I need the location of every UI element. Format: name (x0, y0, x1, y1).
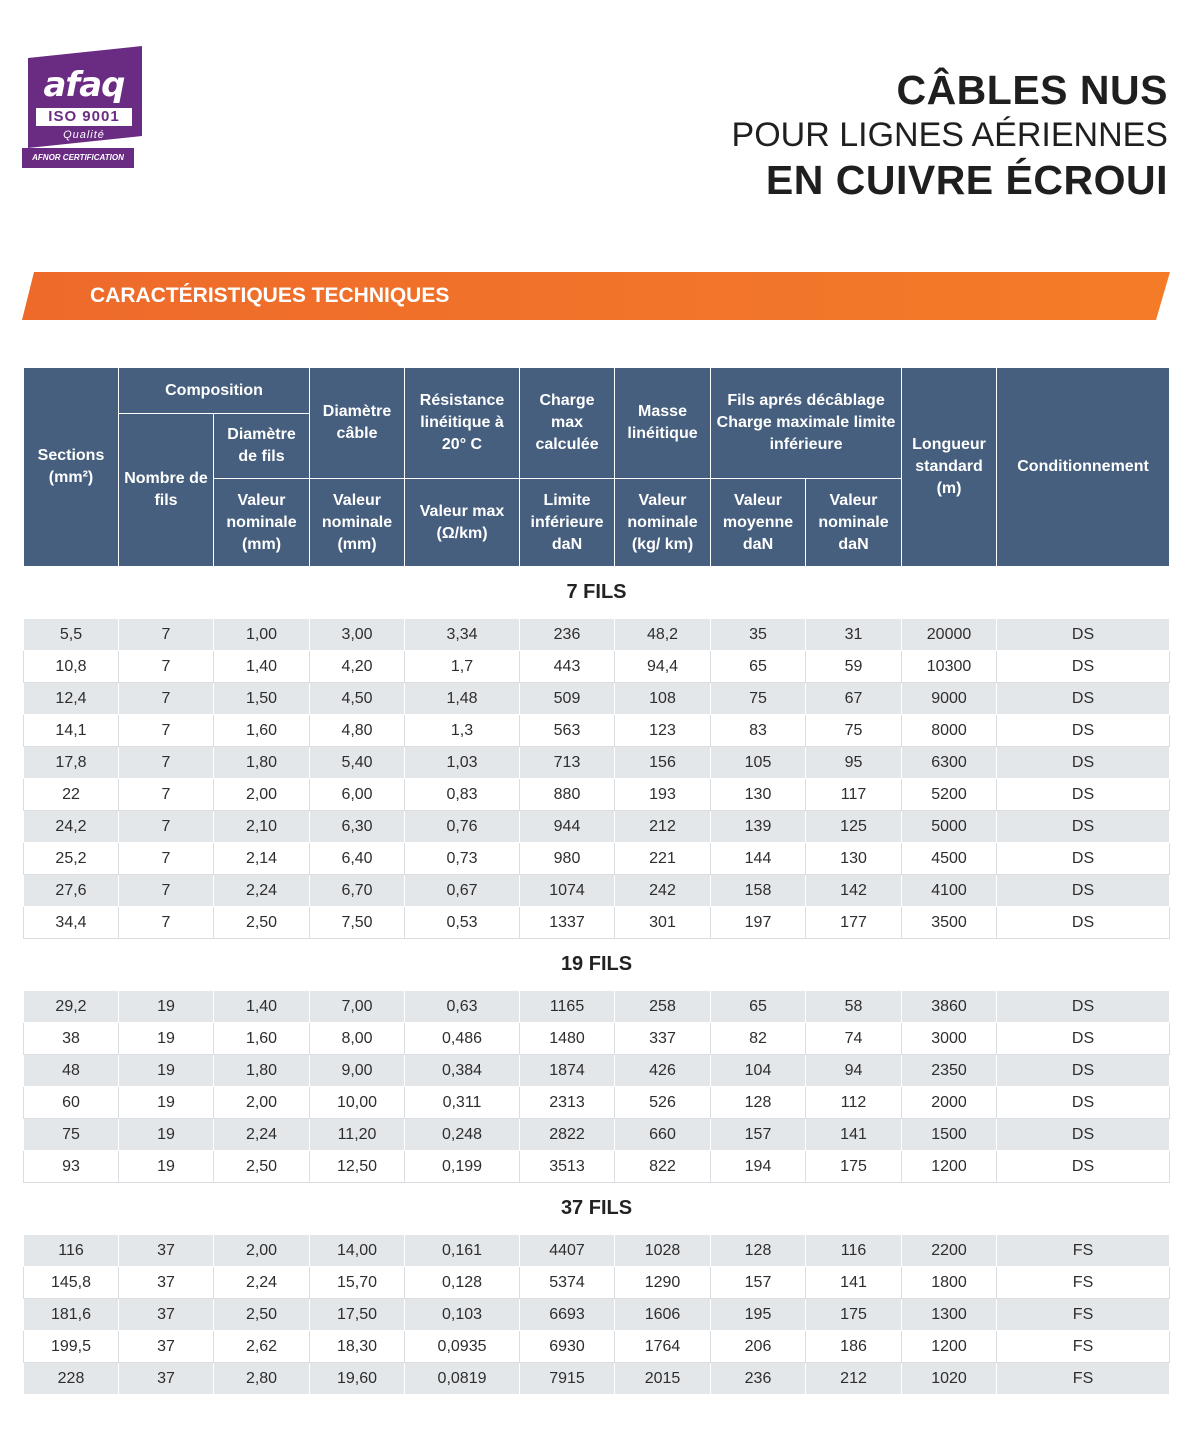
table-cell: 116 (806, 1235, 902, 1267)
table-row (24, 1023, 1170, 1055)
table-cell: 2,00 (214, 1087, 310, 1119)
table-cell: 1874 (520, 1055, 615, 1087)
table-cell: 67 (806, 683, 902, 715)
table-cell: 7915 (520, 1363, 615, 1395)
table-cell: 17,50 (310, 1299, 405, 1331)
table-cell: 1,50 (214, 683, 310, 715)
table-row (24, 1299, 1170, 1331)
table-cell: 880 (520, 779, 615, 811)
table-cell: 1,80 (214, 747, 310, 779)
table-cell: 212 (806, 1363, 902, 1395)
header-nombre-fils: Nombre de fils (119, 414, 214, 567)
table-cell: 19 (119, 1055, 214, 1087)
table-cell: 94 (806, 1055, 902, 1087)
table-cell: 4,80 (310, 715, 405, 747)
table-cell: FS (997, 1299, 1170, 1331)
table-cell: 426 (615, 1055, 711, 1087)
table-row (24, 779, 1170, 811)
table-cell: 95 (806, 747, 902, 779)
table-cell: 158 (711, 875, 806, 907)
table-cell: 12,4 (24, 683, 119, 715)
table-row (24, 715, 1170, 747)
table-row (24, 1055, 1170, 1087)
table-cell: 139 (711, 811, 806, 843)
table-cell: 31 (806, 619, 902, 651)
header-conditionnement: Conditionnement (997, 368, 1170, 567)
table-cell: 2,14 (214, 843, 310, 875)
table-cell: 1,60 (214, 1023, 310, 1055)
table-cell: 0,63 (405, 991, 520, 1023)
table-cell: 175 (806, 1299, 902, 1331)
group-row (24, 1183, 1170, 1235)
table-cell: 2,10 (214, 811, 310, 843)
table-cell: 108 (615, 683, 711, 715)
table-cell: 944 (520, 811, 615, 843)
table-cell: 221 (615, 843, 711, 875)
table-cell: 236 (520, 619, 615, 651)
table-cell: 128 (711, 1235, 806, 1267)
table-cell: 1,7 (405, 651, 520, 683)
table-cell: 105 (711, 747, 806, 779)
table-cell: 10300 (902, 651, 997, 683)
table-row (24, 907, 1170, 939)
header-diametre-cable: Diamètre câble (310, 368, 405, 479)
group-row (24, 939, 1170, 991)
table-cell: 1028 (615, 1235, 711, 1267)
table-cell: 242 (615, 875, 711, 907)
table-cell: 48,2 (615, 619, 711, 651)
table-cell: 48 (24, 1055, 119, 1087)
header-valeur-nominale-cable: Valeur nominale (mm) (310, 479, 405, 567)
table-row (24, 1331, 1170, 1363)
table-cell: 5374 (520, 1267, 615, 1299)
table-row (24, 811, 1170, 843)
table-cell: 19 (119, 1151, 214, 1183)
table-cell: 2,24 (214, 1267, 310, 1299)
table-row (24, 1267, 1170, 1299)
table-cell: 2,50 (214, 1299, 310, 1331)
table-cell: 144 (711, 843, 806, 875)
table-cell: 228 (24, 1363, 119, 1395)
table-cell: 2822 (520, 1119, 615, 1151)
table-cell: DS (997, 747, 1170, 779)
table-body (24, 567, 1170, 1395)
title-line-2: POUR LIGNES AÉRIENNES (731, 116, 1168, 154)
table-cell: 14,1 (24, 715, 119, 747)
table-cell: 7 (119, 779, 214, 811)
table-cell: 25,2 (24, 843, 119, 875)
specs-table (23, 367, 1170, 1395)
table-cell: 2200 (902, 1235, 997, 1267)
table-cell: 157 (711, 1119, 806, 1151)
table-cell: 175 (806, 1151, 902, 1183)
header-fils-apres-decablage: Fils aprés décâblage Charge maximale limite inférieure (711, 368, 902, 479)
table-cell: 1300 (902, 1299, 997, 1331)
table-cell: 20000 (902, 619, 997, 651)
table-cell: 35 (711, 619, 806, 651)
table-cell: 0,0819 (405, 1363, 520, 1395)
table-cell: 4500 (902, 843, 997, 875)
table-cell: 17,8 (24, 747, 119, 779)
afaq-iso-9001-logo (22, 58, 142, 168)
header-diametre-fils: Diamètre de fils (214, 414, 310, 479)
title-line-1: CÂBLES NUS (896, 67, 1168, 113)
table-cell: 8000 (902, 715, 997, 747)
logo-certifier: AFNOR CERTIFICATION (22, 148, 134, 168)
table-cell: DS (997, 991, 1170, 1023)
table-cell: 9,00 (310, 1055, 405, 1087)
table-row (24, 843, 1170, 875)
table-cell: 0,161 (405, 1235, 520, 1267)
table-cell: 236 (711, 1363, 806, 1395)
table-cell: 29,2 (24, 991, 119, 1023)
table-cell: 128 (711, 1087, 806, 1119)
group-label: 19 FILS (24, 939, 1170, 991)
table-cell: 199,5 (24, 1331, 119, 1363)
table-cell: 1764 (615, 1331, 711, 1363)
table-cell: 60 (24, 1087, 119, 1119)
table-cell: 18,30 (310, 1331, 405, 1363)
table-cell: FS (997, 1235, 1170, 1267)
table-cell: 6300 (902, 747, 997, 779)
table-cell: 1500 (902, 1119, 997, 1151)
table-cell: FS (997, 1267, 1170, 1299)
table-cell: 509 (520, 683, 615, 715)
table-cell: DS (997, 1119, 1170, 1151)
table-cell: 123 (615, 715, 711, 747)
table-row (24, 1363, 1170, 1395)
table-cell: 0,103 (405, 1299, 520, 1331)
table-cell: 19 (119, 991, 214, 1023)
table-cell: 1200 (902, 1151, 997, 1183)
table-cell: 7 (119, 683, 214, 715)
table-cell: 74 (806, 1023, 902, 1055)
table-cell: 0,128 (405, 1267, 520, 1299)
table-cell: 1,3 (405, 715, 520, 747)
table-cell: 4407 (520, 1235, 615, 1267)
table-row (24, 875, 1170, 907)
table-cell: 5000 (902, 811, 997, 843)
table-cell: 1,40 (214, 651, 310, 683)
table-cell: 2,62 (214, 1331, 310, 1363)
table-cell: 27,6 (24, 875, 119, 907)
table-cell: 58 (806, 991, 902, 1023)
group-row (24, 567, 1170, 619)
table-cell: 65 (711, 991, 806, 1023)
table-cell: 14,00 (310, 1235, 405, 1267)
table-cell: 1290 (615, 1267, 711, 1299)
table-cell: 2,24 (214, 875, 310, 907)
table-cell: DS (997, 907, 1170, 939)
table-cell: 34,4 (24, 907, 119, 939)
table-cell: 145,8 (24, 1267, 119, 1299)
table-cell: 2000 (902, 1087, 997, 1119)
table-cell: 8,00 (310, 1023, 405, 1055)
table-cell: 156 (615, 747, 711, 779)
table-cell: 5200 (902, 779, 997, 811)
table-cell: 82 (711, 1023, 806, 1055)
table-cell: 3,00 (310, 619, 405, 651)
header-valeur-nominale-masse: Valeur nominale (kg/ km) (615, 479, 711, 567)
header-valeur-max: Valeur max (Ω/km) (405, 479, 520, 567)
table-header (24, 368, 1170, 567)
table-row (24, 1119, 1170, 1151)
table-cell: 2350 (902, 1055, 997, 1087)
table-cell: 24,2 (24, 811, 119, 843)
table-row (24, 1151, 1170, 1183)
table-cell: 2015 (615, 1363, 711, 1395)
table-cell: 37 (119, 1363, 214, 1395)
table-cell: 1200 (902, 1331, 997, 1363)
title-line-3: EN CUIVRE ÉCROUI (765, 157, 1168, 203)
table-cell: 130 (711, 779, 806, 811)
table-cell: 1337 (520, 907, 615, 939)
table-cell: 6693 (520, 1299, 615, 1331)
section-title: CARACTÉRISTIQUES TECHNIQUES (90, 284, 450, 307)
table-cell: 75 (24, 1119, 119, 1151)
table-cell: 157 (711, 1267, 806, 1299)
logo-quality: Qualité (63, 129, 105, 141)
table-cell: 37 (119, 1235, 214, 1267)
table-cell: 125 (806, 811, 902, 843)
table-cell: 186 (806, 1331, 902, 1363)
table-cell: 1,00 (214, 619, 310, 651)
table-cell: 130 (806, 843, 902, 875)
table-cell: 7 (119, 811, 214, 843)
table-cell: 206 (711, 1331, 806, 1363)
table-cell: 65 (711, 651, 806, 683)
table-cell: 5,5 (24, 619, 119, 651)
table-cell: 12,50 (310, 1151, 405, 1183)
table-cell: 660 (615, 1119, 711, 1151)
table-cell: 0,199 (405, 1151, 520, 1183)
table-cell: 197 (711, 907, 806, 939)
table-row (24, 747, 1170, 779)
header-composition: Composition (119, 368, 310, 414)
table-cell: 37 (119, 1331, 214, 1363)
table-cell: DS (997, 811, 1170, 843)
table-cell: 337 (615, 1023, 711, 1055)
table-cell: 7 (119, 875, 214, 907)
table-cell: 10,00 (310, 1087, 405, 1119)
table-cell: DS (997, 1055, 1170, 1087)
table-cell: 0,384 (405, 1055, 520, 1087)
table-cell: 1,48 (405, 683, 520, 715)
table-cell: 2,80 (214, 1363, 310, 1395)
table-cell: 194 (711, 1151, 806, 1183)
table-cell: DS (997, 875, 1170, 907)
table-row (24, 1235, 1170, 1267)
table-cell: 141 (806, 1267, 902, 1299)
table-cell: 212 (615, 811, 711, 843)
header-resistance: Résistance linéitique à 20° C (405, 368, 520, 479)
table-cell: 526 (615, 1087, 711, 1119)
header-valeur-moyenne: Valeur moyenne daN (711, 479, 806, 567)
table-cell: DS (997, 683, 1170, 715)
table-cell: 3,34 (405, 619, 520, 651)
table-cell: 0,73 (405, 843, 520, 875)
table-cell: 0,83 (405, 779, 520, 811)
table-cell: 19 (119, 1119, 214, 1151)
table-cell: 112 (806, 1087, 902, 1119)
table-cell: 181,6 (24, 1299, 119, 1331)
table-cell: FS (997, 1363, 1170, 1395)
table-cell: 22 (24, 779, 119, 811)
table-cell: 2,00 (214, 1235, 310, 1267)
table-cell: 1074 (520, 875, 615, 907)
table-row (24, 683, 1170, 715)
table-cell: 2,24 (214, 1119, 310, 1151)
logo-brand: afaq (43, 65, 125, 105)
table-cell: 117 (806, 779, 902, 811)
table-cell: 7 (119, 747, 214, 779)
table-cell: 301 (615, 907, 711, 939)
table-cell: 19 (119, 1023, 214, 1055)
header-limite-inferieure: Limite inférieure daN (520, 479, 615, 567)
table-cell: 116 (24, 1235, 119, 1267)
table-cell: 1020 (902, 1363, 997, 1395)
header-valeur-nominale-fils: Valeur nominale (mm) (214, 479, 310, 567)
table-cell: 177 (806, 907, 902, 939)
table-cell: 0,76 (405, 811, 520, 843)
table-cell: 2,00 (214, 779, 310, 811)
table-row (24, 651, 1170, 683)
table-cell: 713 (520, 747, 615, 779)
table-row (24, 619, 1170, 651)
table-cell: 2,50 (214, 1151, 310, 1183)
table-cell: 11,20 (310, 1119, 405, 1151)
table-cell: 0,311 (405, 1087, 520, 1119)
table-cell: 0,67 (405, 875, 520, 907)
table-cell: 0,0935 (405, 1331, 520, 1363)
table-cell: 19 (119, 1087, 214, 1119)
table-cell: 3500 (902, 907, 997, 939)
table-cell: DS (997, 1151, 1170, 1183)
table-cell: 4100 (902, 875, 997, 907)
table-cell: FS (997, 1331, 1170, 1363)
table-cell: 37 (119, 1267, 214, 1299)
table-cell: 6,40 (310, 843, 405, 875)
table-cell: 5,40 (310, 747, 405, 779)
header-sections: Sections (mm²) (24, 368, 119, 567)
group-label: 37 FILS (24, 1183, 1170, 1235)
table-cell: 193 (615, 779, 711, 811)
page-title (732, 66, 1168, 204)
table-cell: 6,30 (310, 811, 405, 843)
table-cell: 1606 (615, 1299, 711, 1331)
table-row (24, 991, 1170, 1023)
table-cell: 258 (615, 991, 711, 1023)
table-row (24, 1087, 1170, 1119)
table-cell: 19,60 (310, 1363, 405, 1395)
table-cell: 3000 (902, 1023, 997, 1055)
table-cell: 6,00 (310, 779, 405, 811)
table-cell: 142 (806, 875, 902, 907)
table-cell: 0,248 (405, 1119, 520, 1151)
table-cell: 4,20 (310, 651, 405, 683)
table-cell: DS (997, 779, 1170, 811)
table-cell: 37 (119, 1299, 214, 1331)
table-cell: 6,70 (310, 875, 405, 907)
header-longueur: Longueur standard (m) (902, 368, 997, 567)
table-cell: 59 (806, 651, 902, 683)
header-masse: Masse linéitique (615, 368, 711, 479)
table-cell: 0,53 (405, 907, 520, 939)
table-cell: 1,03 (405, 747, 520, 779)
table-cell: 93 (24, 1151, 119, 1183)
logo-standard: ISO 9001 (36, 108, 132, 126)
table-cell: 94,4 (615, 651, 711, 683)
table-cell: 2313 (520, 1087, 615, 1119)
table-cell: 1165 (520, 991, 615, 1023)
table-cell: 7 (119, 843, 214, 875)
table-cell: 7,50 (310, 907, 405, 939)
table-cell: 822 (615, 1151, 711, 1183)
table-cell: DS (997, 619, 1170, 651)
table-cell: 195 (711, 1299, 806, 1331)
table-cell: 38 (24, 1023, 119, 1055)
table-cell: 2,50 (214, 907, 310, 939)
table-cell: 3860 (902, 991, 997, 1023)
table-cell: 141 (806, 1119, 902, 1151)
group-label: 7 FILS (24, 567, 1170, 619)
table-cell: 75 (711, 683, 806, 715)
table-cell: 1800 (902, 1267, 997, 1299)
table-cell: 980 (520, 843, 615, 875)
table-cell: 0,486 (405, 1023, 520, 1055)
header-charge: Charge max calculée (520, 368, 615, 479)
table-cell: DS (997, 651, 1170, 683)
table-cell: 3513 (520, 1151, 615, 1183)
table-cell: 104 (711, 1055, 806, 1087)
table-cell: 443 (520, 651, 615, 683)
table-cell: 1,60 (214, 715, 310, 747)
table-cell: 1,80 (214, 1055, 310, 1087)
table-cell: 7 (119, 619, 214, 651)
table-cell: 1,40 (214, 991, 310, 1023)
table-cell: DS (997, 715, 1170, 747)
header-valeur-nominale-charge: Valeur nominale daN (806, 479, 902, 567)
table-cell: 4,50 (310, 683, 405, 715)
table-cell: 563 (520, 715, 615, 747)
table-cell: 75 (806, 715, 902, 747)
table-cell: 1480 (520, 1023, 615, 1055)
table-cell: DS (997, 1087, 1170, 1119)
table-cell: 9000 (902, 683, 997, 715)
table-cell: 7 (119, 715, 214, 747)
section-banner (22, 272, 1170, 320)
table-cell: 83 (711, 715, 806, 747)
table-cell: 7 (119, 651, 214, 683)
table-cell: 10,8 (24, 651, 119, 683)
table-cell: DS (997, 1023, 1170, 1055)
table-cell: 6930 (520, 1331, 615, 1363)
table-cell: DS (997, 843, 1170, 875)
table-cell: 15,70 (310, 1267, 405, 1299)
table-cell: 7,00 (310, 991, 405, 1023)
table-cell: 7 (119, 907, 214, 939)
